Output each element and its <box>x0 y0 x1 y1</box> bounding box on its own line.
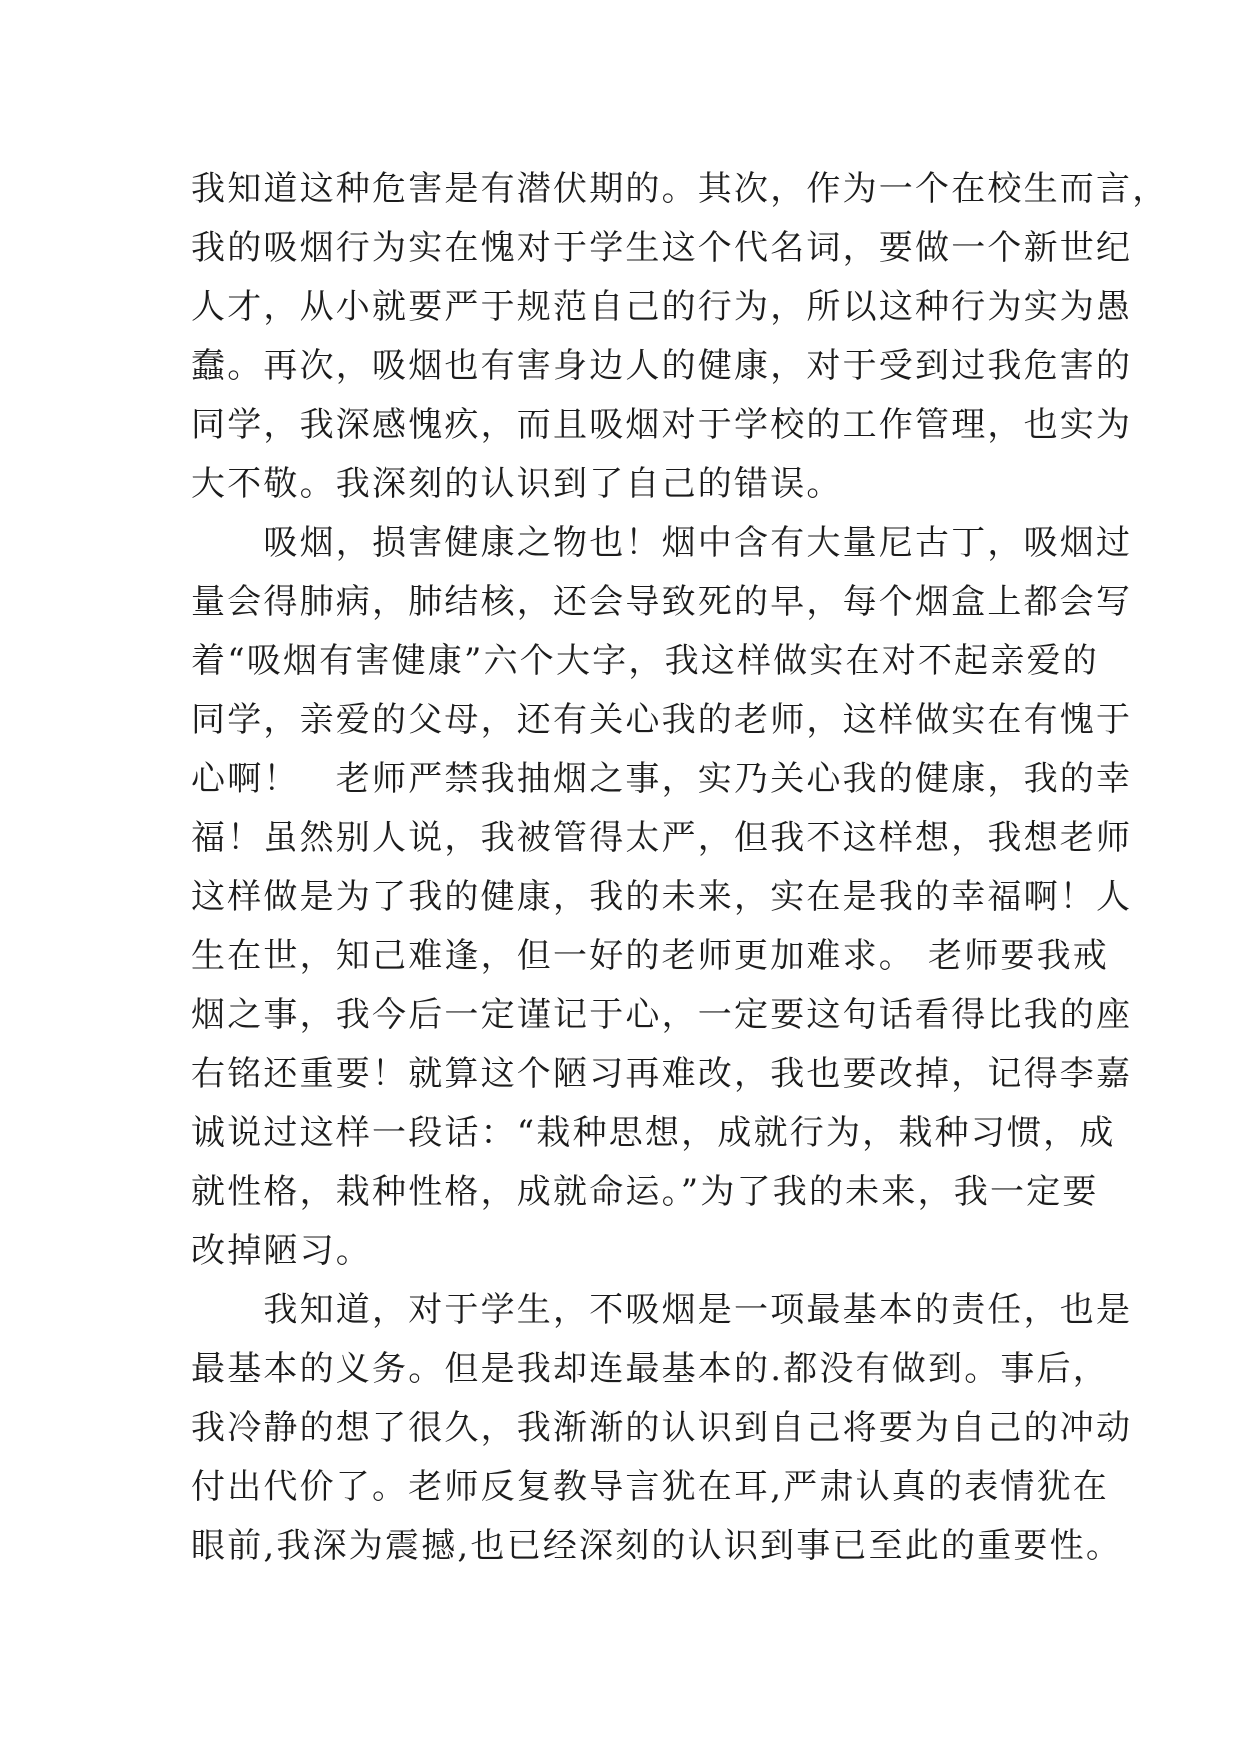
text-line: 我冷静的想了很久，我渐渐的认识到自己将要为自己的冲动 <box>191 1408 1133 1448</box>
text-line: 心啊！ 老师严禁我抽烟之事，实乃关心我的健康，我的幸 <box>191 759 1133 799</box>
text-line: 右铭还重要！就算这个陋习再难改，我也要改掉，记得李嘉 <box>191 1054 1133 1094</box>
text-line: 改掉陋习。 <box>191 1231 372 1271</box>
text-line: 蠢。再次，吸烟也有害身边人的健康，对于受到过我危害的 <box>191 346 1133 386</box>
text-line: 吸烟，损害健康之物也！烟中含有大量尼古丁，吸烟过 <box>191 523 1133 563</box>
text-line: 着“吸烟有害健康”六个大字，我这样做实在对不起亲爱的 <box>191 641 1099 681</box>
text-line: 诚说过这样一段话：“栽种思想，成就行为，栽种习惯，成 <box>191 1113 1116 1153</box>
document-body <box>191 160 1169 1576</box>
text-line: 量会得肺病，肺结核，还会导致死的早，每个烟盒上都会写 <box>191 582 1133 622</box>
text-line: 生在世，知己难逢，但一好的老师更加难求。 老师要我戒 <box>191 936 1110 976</box>
text-line: 这样做是为了我的健康，我的未来，实在是我的幸福啊！人 <box>191 877 1133 917</box>
text-line: 最基本的义务。但是我却连最基本的.都没有做到。事后， <box>191 1349 1110 1389</box>
text-line: 付出代价了。老师反复教导言犹在耳,严肃认真的表情犹在 <box>191 1467 1110 1507</box>
text-line: 我知道，对于学生，不吸烟是一项最基本的责任，也是 <box>191 1290 1133 1330</box>
text-line: 福！虽然别人说，我被管得太严，但我不这样想，我想老师 <box>191 818 1133 858</box>
text-line: 我的吸烟行为实在愧对于学生这个代名词，要做一个新世纪 <box>191 228 1133 268</box>
text-line: 就性格，栽种性格，成就命运。”为了我的未来，我一定要 <box>191 1172 1099 1212</box>
text-line: 烟之事，我今后一定谨记于心，一定要这句话看得比我的座 <box>191 995 1133 1035</box>
text-line: 同学，我深感愧疚，而且吸烟对于学校的工作管理，也实为 <box>191 405 1133 445</box>
text-line: 我知道这种危害是有潜伏期的。其次，作为一个在校生而言， <box>191 169 1169 209</box>
text-line: 同学，亲爱的父母，还有关心我的老师，这样做实在有愧于 <box>191 700 1133 740</box>
text-line: 大不敬。我深刻的认识到了自己的错误。 <box>191 464 843 504</box>
text-line: 眼前,我深为震撼,也已经深刻的认识到事已至此的重要性。 <box>191 1526 1123 1566</box>
text-line: 人才，从小就要严于规范自己的行为，所以这种行为实为愚 <box>191 287 1133 327</box>
